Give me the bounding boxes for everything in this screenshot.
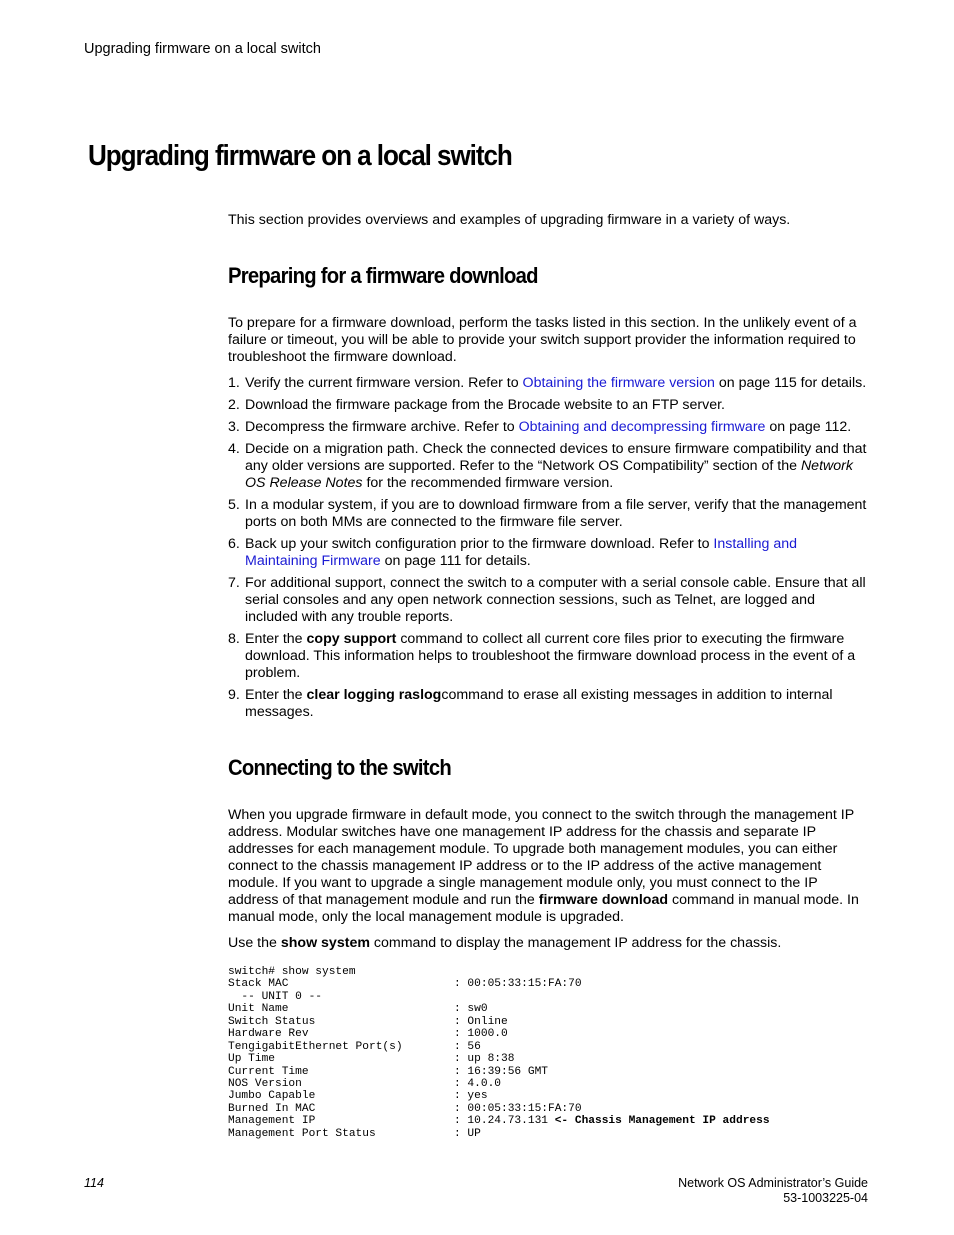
step-item: 8. Enter the copy support command to collect all current core files prior to executing the firmware download. This information helps to troubleshoot the firmware download process in the event of a problem.	[228, 631, 856, 681]
step-item: 4. Decide on a migration path. Check the connected devices to ensure firmware compatibility and that any older versions are supported. Refer to the “Network OS Compatibility” section of the Network OS Release Notes for the recommended firmware version.	[228, 441, 867, 491]
step-item: 1. Verify the current firmware version. Refer to Obtaining the firmware version on page 115 for details.	[228, 375, 867, 391]
step-number: 1.	[228, 375, 240, 391]
link-installing-maintaining-firmware[interactable]: Installing and Maintaining Firmware	[245, 536, 798, 569]
step-number: 7.	[228, 575, 240, 591]
step-number: 4.	[228, 441, 240, 457]
code-line: Unit Name : sw0	[228, 1003, 488, 1016]
step-number: 8.	[228, 631, 240, 647]
chapter-title: Upgrading firmware on a local switch	[88, 140, 512, 172]
preparing-paragraph: To prepare for a firmware download, perform the tasks listed in this section. In the unlikely event of a failure or timeout, you will be able to provide your switch support provider the information required to troubleshoot the firmware download.	[228, 315, 857, 365]
running-header: Upgrading firmware on a local switch	[84, 41, 321, 57]
preparation-steps	[228, 375, 868, 721]
code-unit-header: -- UNIT 0 --	[228, 990, 322, 1003]
code-line: Up Time : up 8:38	[228, 1053, 515, 1066]
guide-title: Network OS Administrator’s Guide	[678, 1176, 868, 1190]
step-item: 5. In a modular system, if you are to download firmware from a file server, verify that the management ports on both MMs are connected to the firmware file server.	[228, 497, 867, 530]
step-number: 5.	[228, 497, 240, 513]
step-item: 2. Download the firmware package from the Brocade website to an FTP server.	[228, 397, 725, 413]
code-line: Burned In MAC : 00:05:33:15:FA:70	[228, 1102, 582, 1115]
section-heading-connecting: Connecting to the switch	[228, 755, 451, 780]
step-item: 6. Back up your switch configuration prior to the firmware download. Refer to Installing and Maintaining Firmware on page 111 for details.	[228, 536, 798, 569]
step-number: 3.	[228, 419, 240, 435]
code-line: Current Time : 16:39:56 GMT	[228, 1065, 548, 1078]
code-example	[228, 966, 868, 1140]
code-line: NOS Version : 4.0.0	[228, 1077, 501, 1090]
page-number: 114	[84, 1176, 104, 1190]
section-connecting	[228, 755, 868, 1140]
intro-paragraph: This section provides overviews and examples of upgrading firmware in a variety of ways.	[228, 212, 791, 228]
step-item: 7. For additional support, connect the switch to a computer with a serial console cable. Ensure that all serial consoles and any open network connection sessions, such as Telnet, are logged and included with any trouble reports.	[228, 575, 866, 625]
footer-doc-info	[678, 1176, 868, 1206]
code-line-management-ip: Management IP : 10.24.73.131 <- Chassis Management IP address	[228, 1115, 770, 1128]
link-obtaining-firmware-version[interactable]: Obtaining the firmware version	[522, 375, 715, 391]
command-name: copy support	[306, 631, 397, 647]
code-line: Hardware Rev : 1000.0	[228, 1028, 508, 1041]
command-name: show system	[280, 935, 370, 951]
link-obtaining-decompressing-firmware[interactable]: Obtaining and decompressing firmware	[518, 419, 766, 435]
step-number: 2.	[228, 397, 240, 413]
connecting-paragraph: When you upgrade firmware in default mode, you connect to the switch through the management IP address. Modular switches have one management IP address for the chassis and separate IP addresses for each management module. To upgrade both management modules, you can either connect to the chassis management IP address or to the IP address of the active management module. If you want to upgrade a single management module only, you must connect to the IP address of that management module and run the firmware download command in manual mode. In manual mode, only the local management module is upgraded.	[228, 807, 859, 925]
code-line: Stack MAC : 00:05:33:15:FA:70	[228, 978, 582, 991]
step-number: 9.	[228, 687, 240, 703]
section-preparing	[228, 263, 868, 721]
command-name: firmware download	[538, 892, 669, 908]
page-content	[228, 212, 868, 1140]
code-prompt-line: switch# show system	[228, 966, 356, 978]
command-name: clear logging raslog	[306, 687, 442, 703]
code-annotation: <- Chassis Management IP address	[554, 1115, 770, 1128]
code-line: Management Port Status : UP	[228, 1127, 481, 1140]
show-system-paragraph: Use the show system command to display the management IP address for the chassis.	[228, 935, 782, 951]
step-number: 6.	[228, 536, 240, 552]
code-line: Switch Status : Online	[228, 1015, 508, 1028]
step-item: 3. Decompress the firmware archive. Refer to Obtaining and decompressing firmware on page 112.	[228, 419, 852, 435]
code-line: TengigabitEthernet Port(s) : 56	[228, 1040, 481, 1053]
doc-number: 53-1003225-04	[783, 1191, 868, 1205]
step-item: 9. Enter the clear logging raslogcommand to erase all existing messages in addition to internal messages.	[228, 687, 833, 720]
section-heading-preparing: Preparing for a firmware download	[228, 263, 538, 288]
code-line: Jumbo Capable : yes	[228, 1090, 488, 1103]
